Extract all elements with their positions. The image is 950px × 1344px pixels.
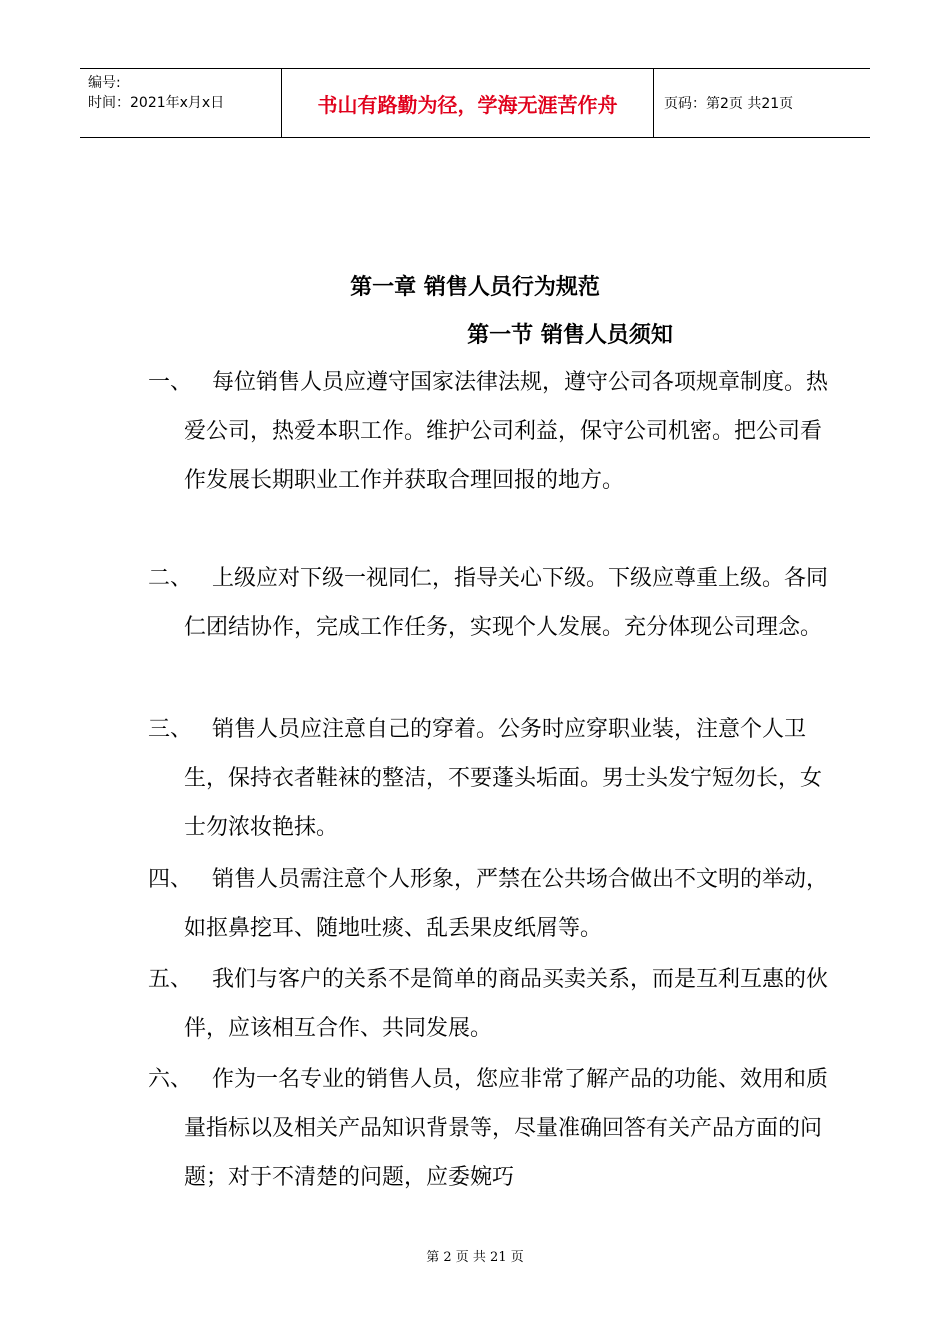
header-page-info: 页码：第2页 共21页: [664, 96, 794, 112]
number-label: 编号:: [88, 75, 121, 91]
section-title: 第一节 销售人员须知: [467, 322, 673, 348]
list-item: [148, 955, 828, 1053]
list-item: [148, 358, 828, 505]
item-text: 我们与客户的关系不是简单的商品买卖关系，而是互利互惠的伙伴，应该相互合作、共同发展。: [184, 967, 829, 1041]
item-number: 一、: [148, 370, 193, 395]
item-number: 六、: [148, 1067, 193, 1092]
header-meta: [80, 69, 282, 137]
list-item: [148, 855, 828, 953]
item-text: 上级应对下级一视同仁，指导关心下级。下级应尊重上级。各同仁团结协作，完成工作任务，实现个人发展。充分体现公司理念。: [184, 566, 829, 640]
item-number: 三、: [148, 717, 193, 742]
item-number: 二、: [148, 566, 193, 591]
item-number: 五、: [148, 967, 193, 992]
chapter-title: 第一章 销售人员行为规范: [350, 274, 600, 300]
item-text: 销售人员需注意个人形象，严禁在公共场合做出不文明的举动，如抠鼻挖耳、随地吐痰、乱丢果皮纸屑等。: [184, 867, 829, 941]
item-text: 每位销售人员应遵守国家法律法规，遵守公司各项规章制度。热爱公司，热爱本职工作。维护公司利益，保守公司机密。把公司看作发展长期职业工作并获取合理回报的地方。: [184, 370, 829, 493]
list-item: [148, 554, 828, 652]
page-footer: 第 2 页 共 21 页: [426, 1250, 524, 1265]
page-header: [80, 68, 870, 138]
item-number: 四、: [148, 867, 193, 892]
list-item: [148, 1055, 828, 1202]
list-item: [148, 705, 828, 852]
time-label: 时间：2021年x月x日: [88, 95, 225, 111]
item-text: 销售人员应注意自己的穿着。公务时应穿职业装，注意个人卫生，保持衣者鞋袜的整洁，不要蓬头垢面。男士头发宁短勿长，女士勿浓妆艳抹。: [184, 717, 823, 840]
item-text: 作为一名专业的销售人员，您应非常了解产品的功能、效用和质量指标以及相关产品知识背景等，尽量准确回答有关产品方面的问题；对于不清楚的问题，应委婉巧: [184, 1067, 829, 1190]
header-motto: 书山有路勤为径，学海无涯苦作舟: [282, 69, 654, 137]
